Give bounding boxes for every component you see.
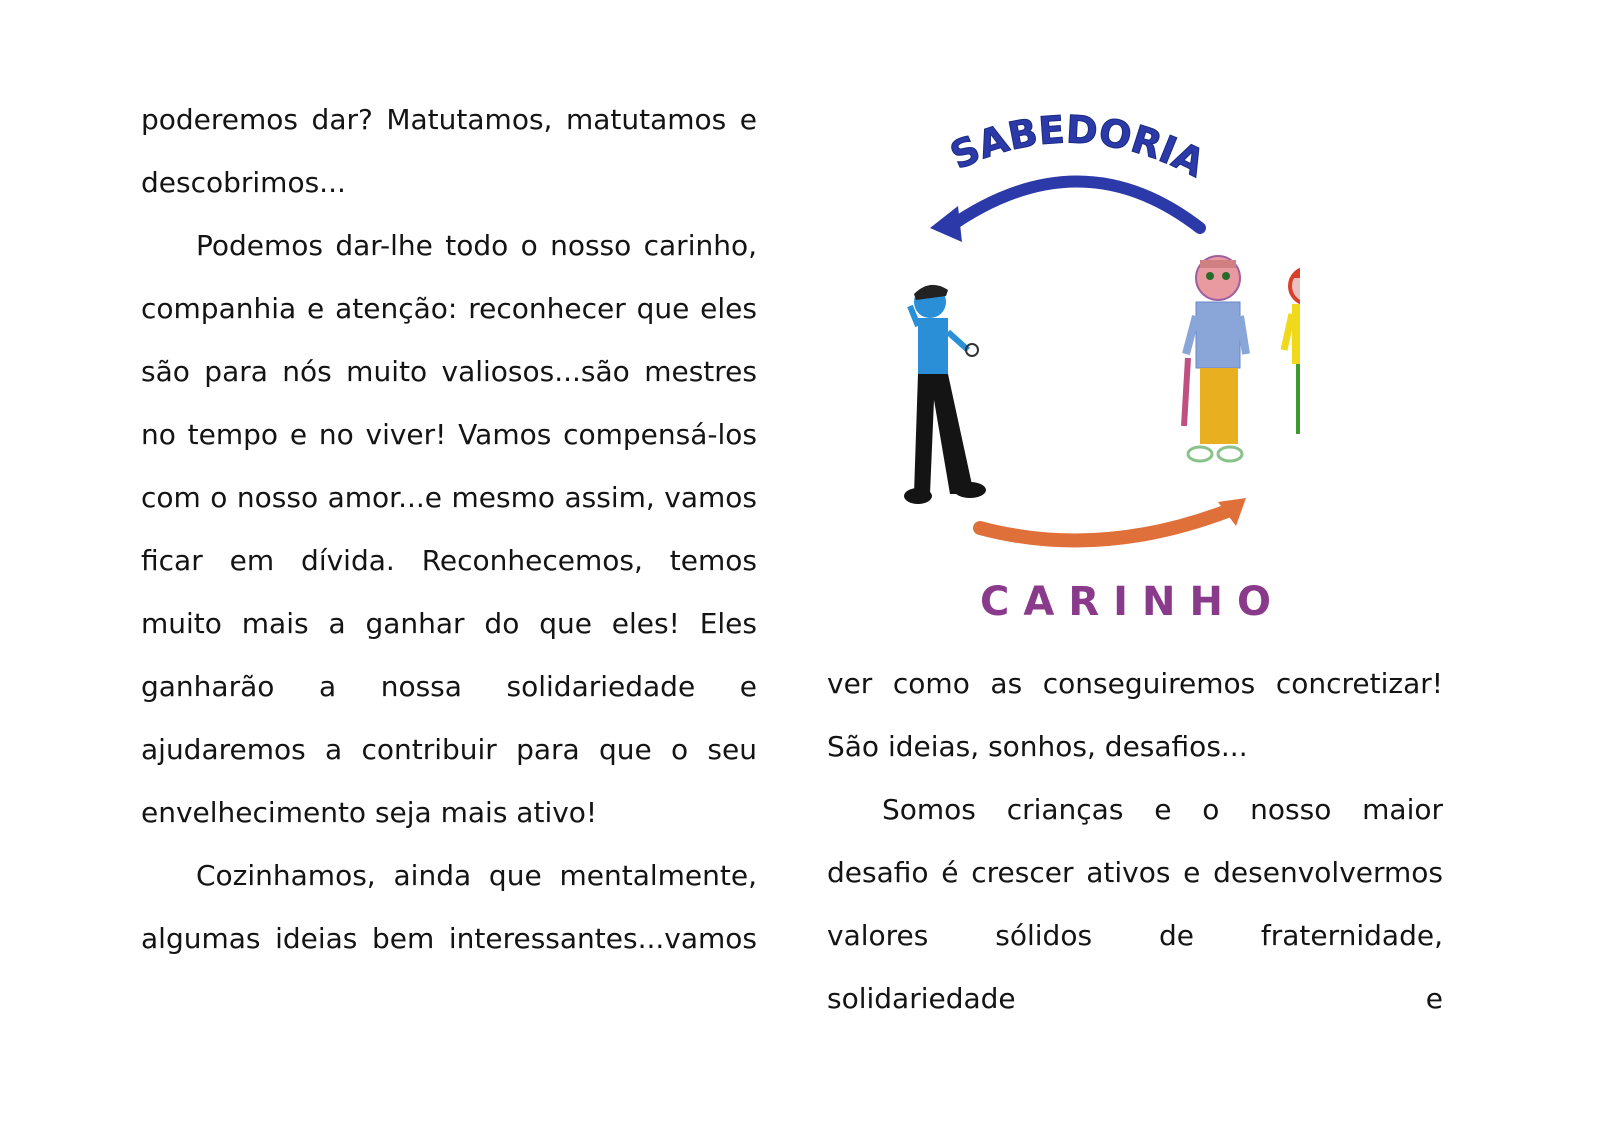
left-text-column (141, 88, 757, 970)
top-word-text: SABEDORIA (943, 110, 1212, 186)
paragraph: Somos crianças e o nosso maior desafio é crescer ativos e desenvolvermos valores sólidos de fraternidade, solidariedade e (827, 793, 1443, 1015)
elder-figure (1184, 256, 1246, 461)
bottom-arrow (980, 498, 1246, 540)
girl-figure (1284, 267, 1300, 434)
paragraph: ver como as conseguiremos concretizar! São ideias, sonhos, desafios... (827, 667, 1443, 763)
boy-figure (904, 285, 986, 504)
paragraph: poderemos dar? Matutamos, matutamos e descobrimos... (141, 103, 757, 199)
paragraph: Cozinhamos, ainda que mentalmente, algumas ideias bem interessantes...vamos (141, 859, 757, 955)
bottom-word-text: CARINHO (980, 579, 1285, 625)
right-text-column (827, 652, 1443, 1030)
paragraph: Podemos dar-lhe todo o nosso carinho, companhia e atenção: reconhecer que eles são para nós muito valiosos...são mestres no tempo e no viver! Vamos compensá-los com o nosso amor...e mesmo assim, vamos ficar em dívida. Reconhecemos, temos muito mais a ganhar do que eles! Eles ganharão a nossa solidariedade e ajudaremos a contribuir para que o seu envelhecimento seja mais ativo! (141, 229, 757, 829)
top-arrow (930, 182, 1200, 243)
children-drawing-illustration (900, 110, 1300, 630)
